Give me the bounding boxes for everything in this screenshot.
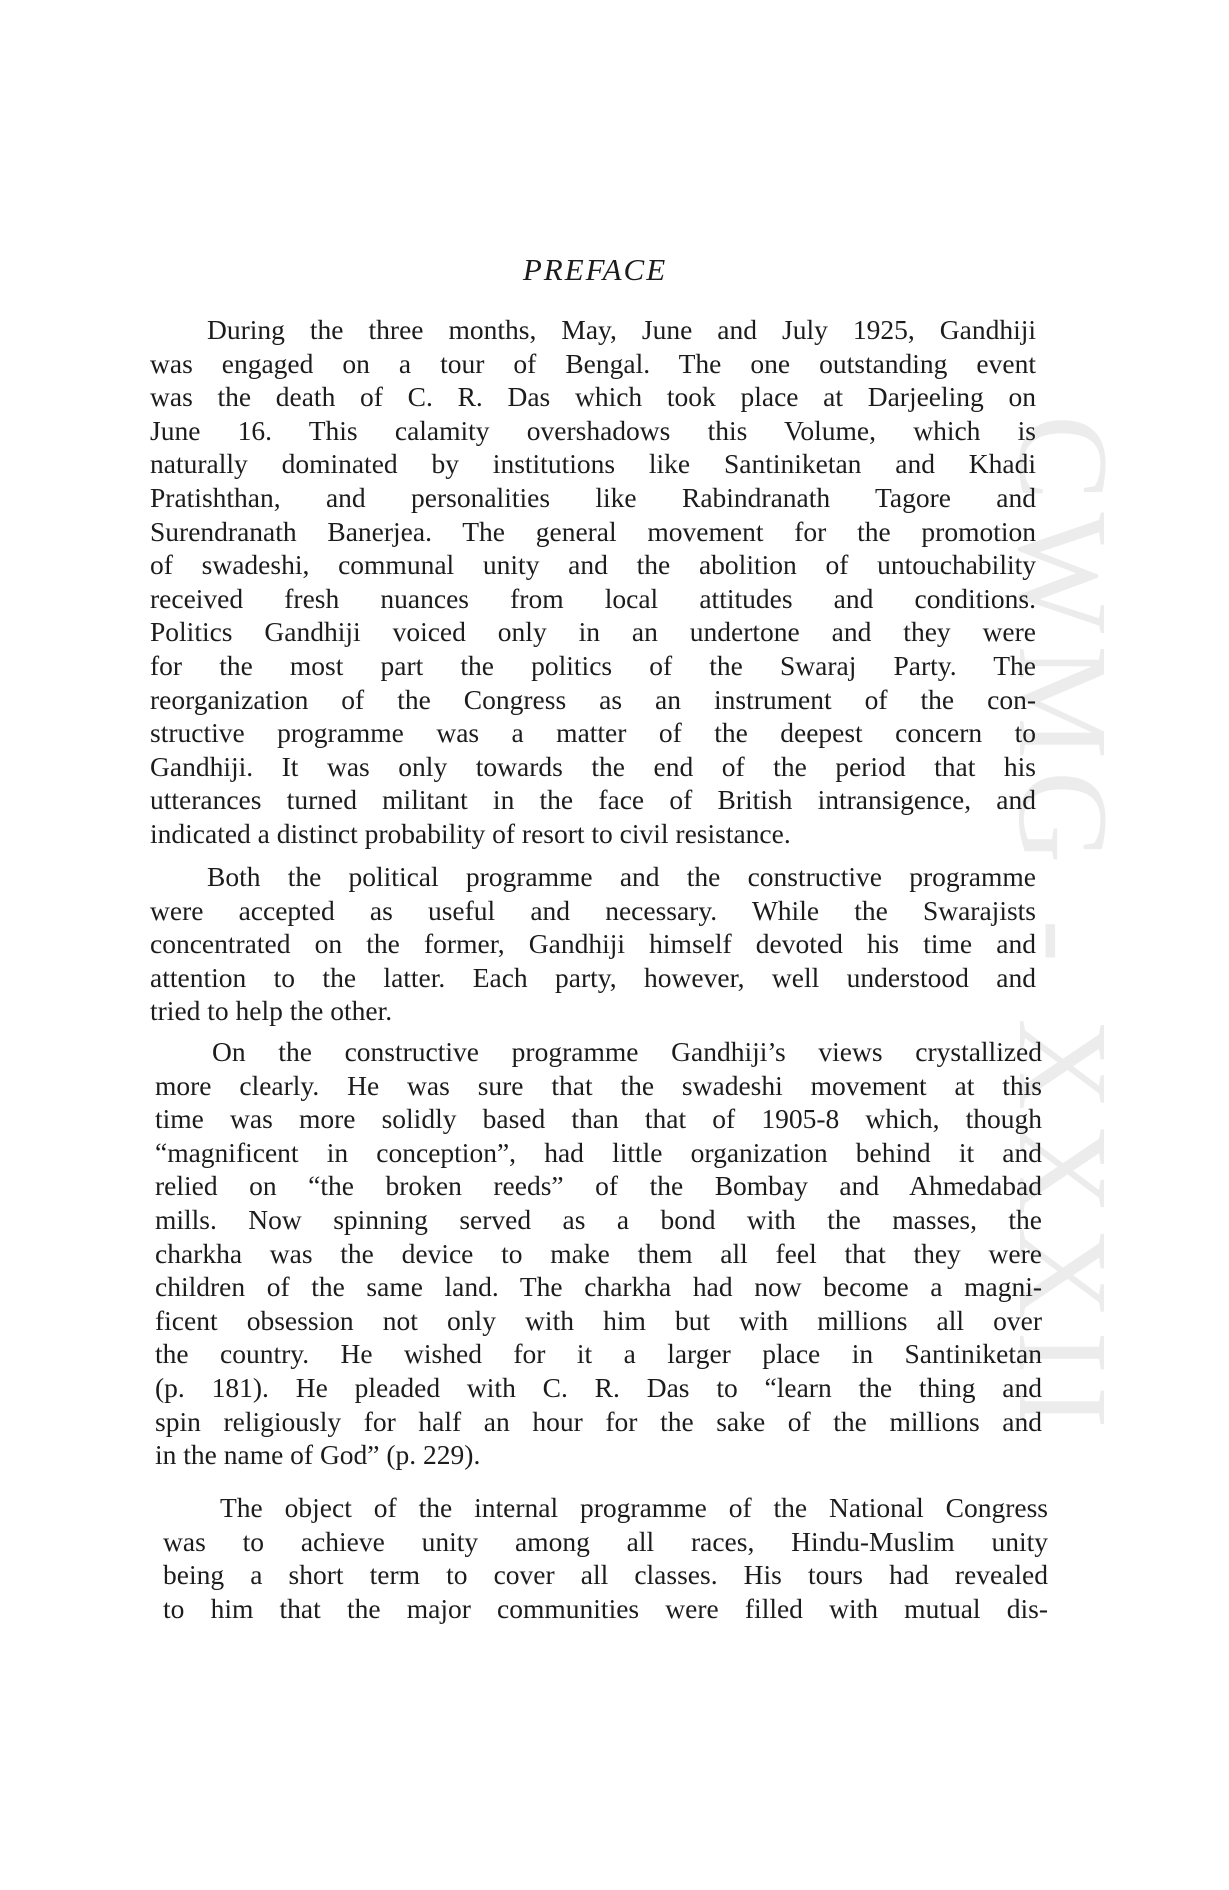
text-line: relied on “the broken reeds” of the Bombay and Ahmedabad (155, 1170, 1042, 1202)
text-line: Politics Gandhiji voiced only in an undertone and they were (150, 616, 1036, 648)
text-line: structive programme was a matter of the deepest concern to (150, 717, 1036, 749)
text-line: children of the same land. The charkha had now become a magni- (155, 1271, 1042, 1303)
text-line: Pratishthan, and personalities like Rabindranath Tagore and (150, 481, 1036, 513)
text-line: more clearly. He was sure that the swadeshi movement at this (155, 1069, 1042, 1101)
watermark: CWMG - XXXII (992, 415, 1134, 1441)
paragraph-3 (155, 1035, 1042, 1472)
text-line: “magnificent in conception”, had little organization behind it and (155, 1136, 1042, 1168)
text-line: concentrated on the former, Gandhiji himself devoted his time and (150, 928, 1036, 960)
text-line: ficent obsession not only with him but with millions all over (155, 1304, 1042, 1336)
text-line: reorganization of the Congress as an instrument of the con- (150, 683, 1036, 715)
text-line: charkha was the device to make them all feel that they were (155, 1237, 1042, 1269)
text-line: received fresh nuances from local attitudes and conditions. (150, 582, 1036, 614)
text-line: naturally dominated by institutions like Santiniketan and Khadi (150, 448, 1036, 480)
text-line: the country. He wished for it a larger place in Santiniketan (155, 1338, 1042, 1370)
paragraph-2 (150, 860, 1036, 1028)
text-line: was to achieve unity among all races, Hindu-Muslim unity (163, 1525, 1048, 1557)
text-line: being a short term to cover all classes. His tours had revealed (163, 1559, 1048, 1591)
text-line: of swadeshi, communal unity and the abolition of untouchability (150, 549, 1036, 581)
paragraph-1 (150, 313, 1036, 851)
text-line: time was more solidly based than that of 1905-8 which, though (155, 1103, 1042, 1135)
text-line: for the most part the politics of the Swaraj Party. The (150, 649, 1036, 681)
text-line: was engaged on a tour of Bengal. The one outstanding event (150, 347, 1036, 379)
text-line: attention to the latter. Each party, however, well understood and (150, 961, 1036, 993)
text-line: to him that the major communities were filled with mutual dis- (163, 1592, 1048, 1624)
text-line: utterances turned militant in the face of British intransigence, and (150, 784, 1036, 816)
text-line: were accepted as useful and necessary. While the Swarajists (150, 894, 1036, 926)
text-line: June 16. This calamity overshadows this Volume, which is (150, 414, 1036, 446)
text-line: The object of the internal programme of the National Congress (220, 1492, 1048, 1523)
text-line: Both the political programme and the constructive programme (207, 861, 1036, 892)
text-line: During the three months, May, June and July 1925, Gandhiji (207, 314, 1036, 345)
text-line: Gandhiji. It was only towards the end of the period that his (150, 750, 1036, 782)
text-line: spin religiously for half an hour for the sake of the millions and (155, 1405, 1042, 1437)
text-line: Surendranath Banerjea. The general movement for the promotion (150, 515, 1036, 547)
page-title: PREFACE (522, 252, 668, 287)
text-line: mills. Now spinning served as a bond with the masses, the (155, 1203, 1042, 1235)
text-line: tried to help the other. (150, 995, 393, 1027)
text-line: (p. 181). He pleaded with C. R. Das to “learn the thing and (155, 1371, 1042, 1403)
text-line: On the constructive programme Gandhiji’s views crystallized (212, 1036, 1042, 1067)
text-line: in the name of God” (p. 229). (155, 1439, 481, 1471)
text-line: indicated a distinct probability of resort to civil resistance. (150, 817, 791, 849)
paragraph-4 (163, 1491, 1048, 1625)
text-line: was the death of C. R. Das which took place at Darjeeling on (150, 381, 1036, 413)
